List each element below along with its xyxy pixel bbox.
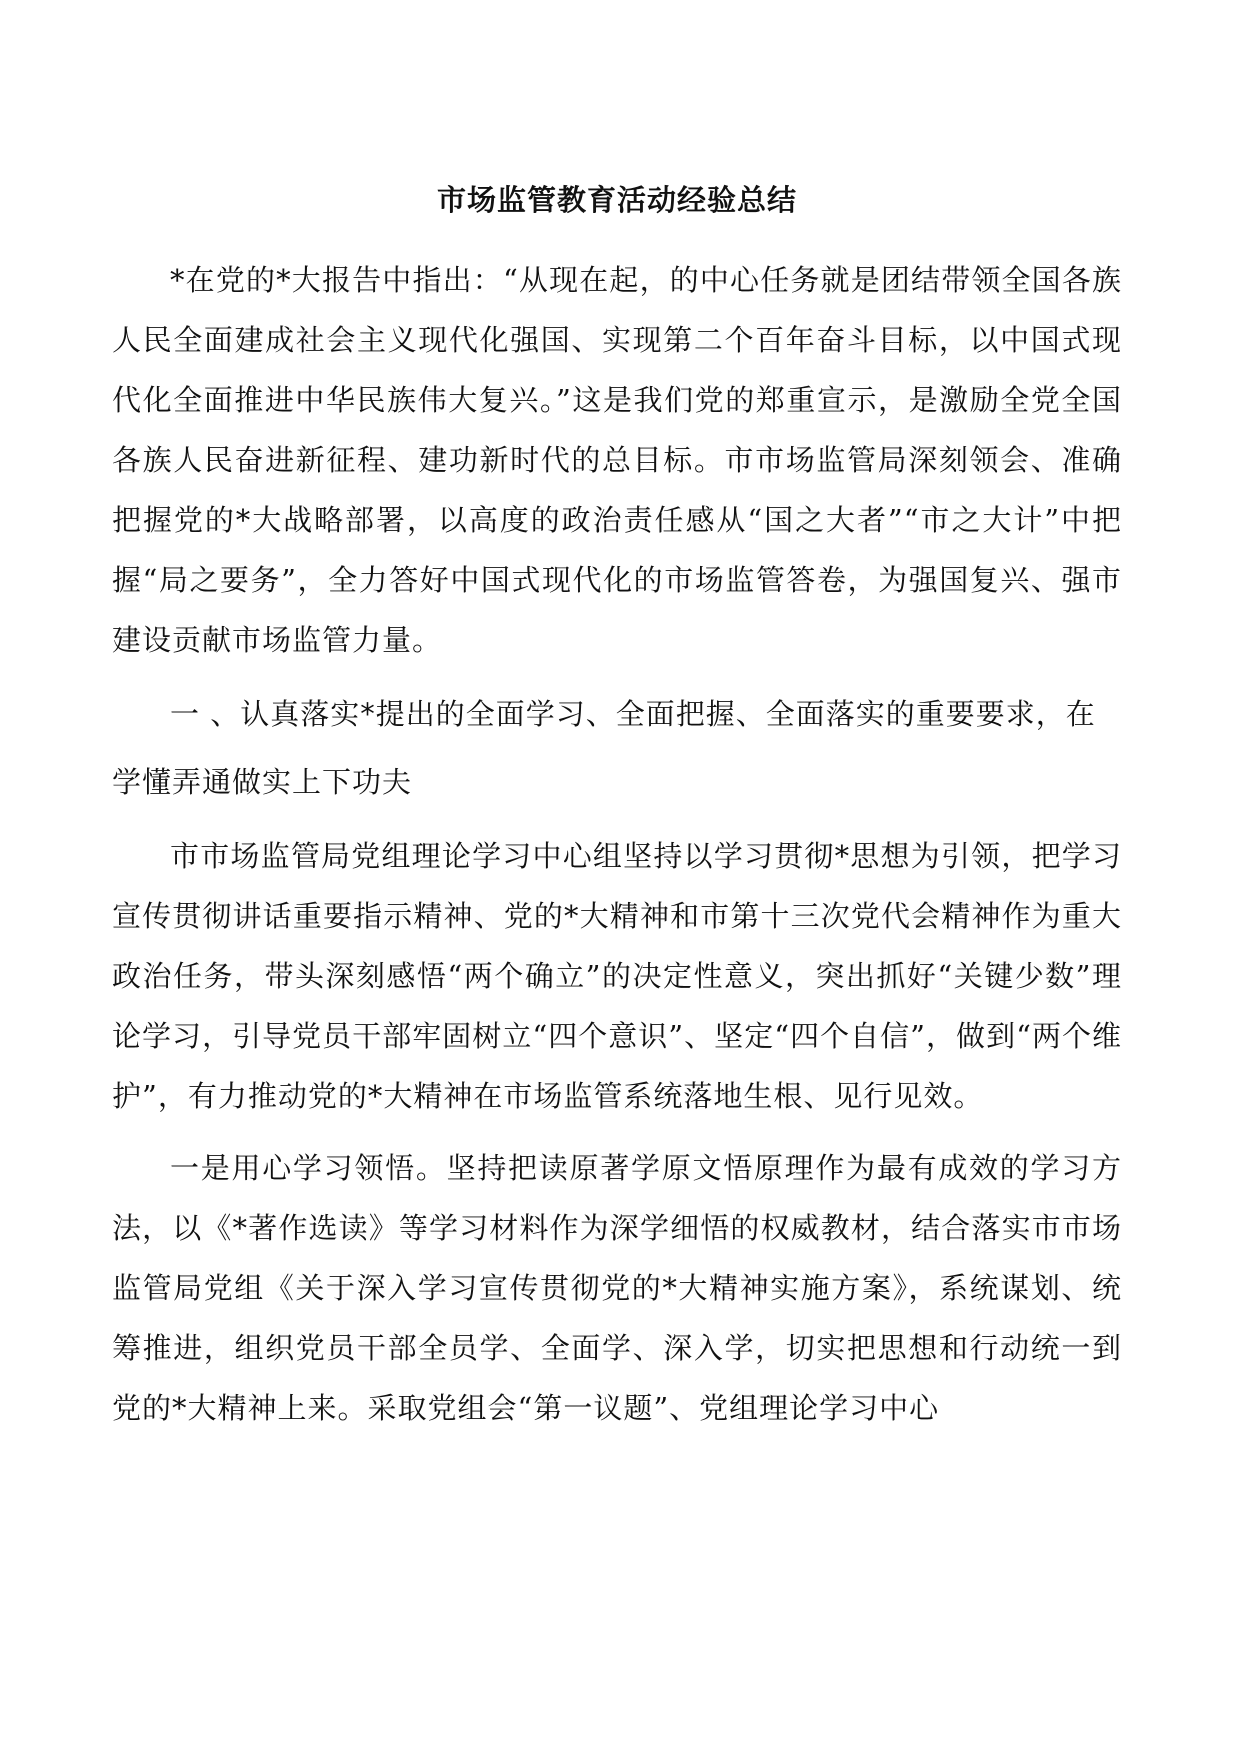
paragraph-gap [112,1126,1122,1138]
body-paragraph-2: 一是用心学习领悟。坚持把读原著学原文悟原理作为最有成效的学习方法，以《*著作选读》等学习材料作为深学细悟的权威教材，结合落实市市场监管局党组《关于深入学习宣传贯彻党的*大精神实施方案》，系统谋划、统筹推进，组织党员干部全员学、全面学、深入学，切实把思想和行动统一到党的*大精神上来。采取党组会“第一议题”、党组理论学习中心 [112,1151,1122,1425]
intro-paragraph: *在党的*大报告中指出：“从现在起，的中心任务就是团结带领全国各族人民全面建成社会主义现代化强国、实现第二个百年奋斗目标，以中国式现代化全面推进中华民族伟大复兴。”这是我们党的郑重宣示，是激励全党全国各族人民奋进新征程、建功新时代的总目标。市市场监管局深刻领会、准确把握党的*大战略部署，以高度的政治责任感从“国之大者”“市之大计”中把握“局之要务”，全力答好中国式现代化的市场监管答卷，为强国复兴、强市建设贡献市场监管力量。 [112,263,1122,657]
document-title: 市场监管教育活动经验总结 [436,183,797,217]
document-body [112,170,1122,1438]
section-heading: 一 、认真落实*提出的全面学习、全面把握、全面落实的重要要求，在学懂弄通做实上下功夫 [112,697,1096,799]
body-paragraph-1: 市市场监管局党组理论学习中心组坚持以学习贯彻*思想为引领，把学习宣传贯彻讲话重要指示精神、党的*大精神和市第十三次党代会精神作为重大政治任务，带头深刻感悟“两个确立”的决定性意义，突出抓好“关键少数”理论学习，引导党员干部牢固树立“四个意识”、坚定“四个自信”，做到“两个维护”，有力推动党的*大精神在市场监管系统落地生根、见行见效。 [112,839,1122,1113]
